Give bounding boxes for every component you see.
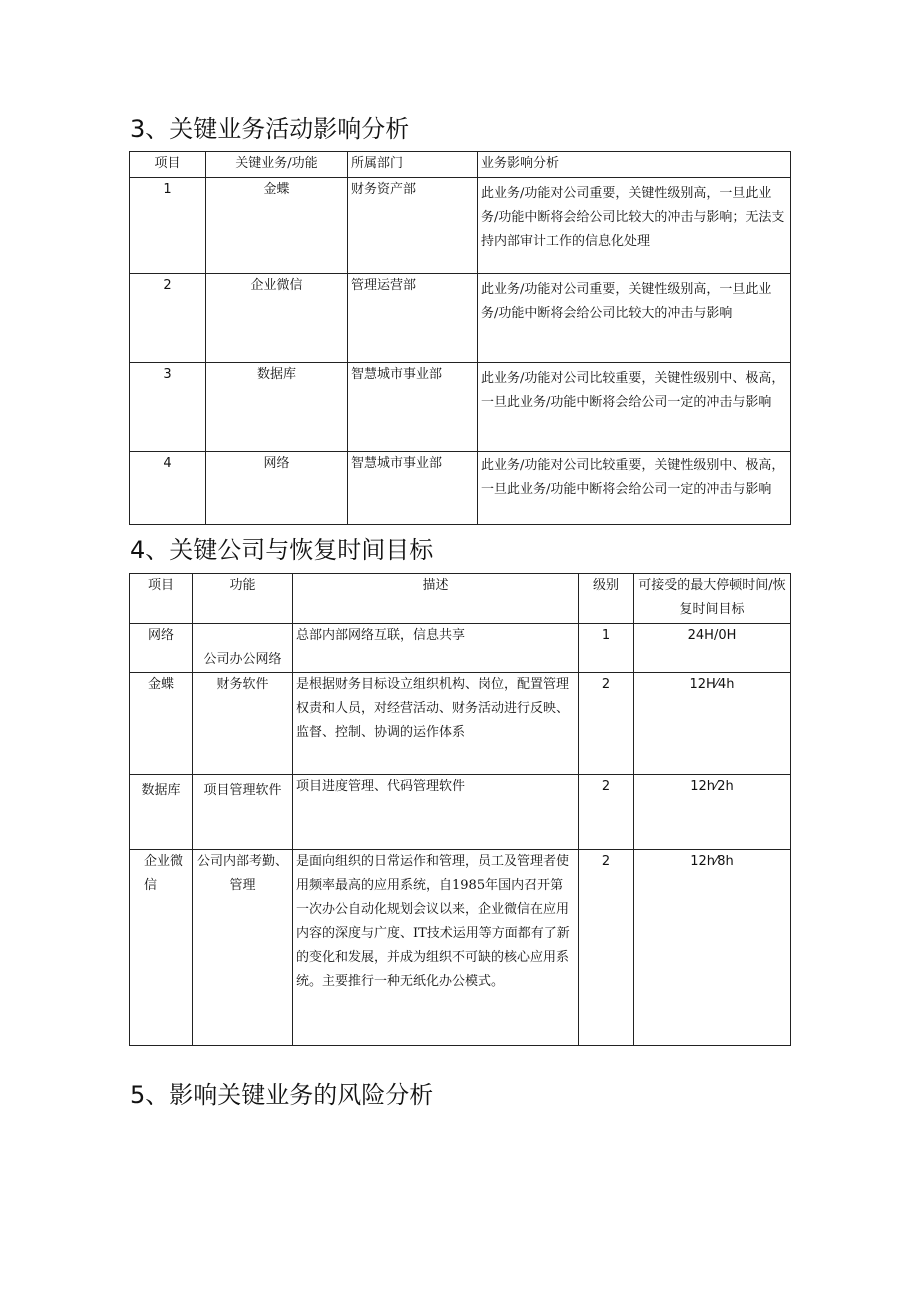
row-business: 企业微信 [206,274,348,363]
row-analysis: 此业务/功能对公司比较重要，关键性级别中、极高，一旦此业务/功能中断将会给公司一定的冲击与影响 [478,452,791,525]
row-func: 公司内部考勤、管理 [193,850,293,1046]
header-item: 项目 [130,574,193,624]
row-item: 数据库 [130,775,193,850]
row-analysis: 此业务/功能对公司重要，关键性级别高，一旦此业务/功能中断将会给公司比较大的冲击与影响；无法支持内部审计工作的信息化处理 [478,178,791,274]
row-business: 数据库 [206,363,348,452]
row-id: 1 [130,178,206,274]
section-4-heading: 4、关键公司与恢复时间目标 [130,536,434,564]
header-item: 项目 [130,152,206,178]
row-item: 企业微信 [130,850,193,1046]
header-business: 关键业务/功能 [206,152,348,178]
row-desc: 是根据财务目标设立组织机构、岗位，配置管理权责和人员，对经营活动、财务活动进行反映、监督、控制、协调的运作体系 [293,673,579,775]
table-row [130,673,791,775]
row-rto: 24H/0H [634,624,791,673]
header-rto: 可接受的最大停顿时间/恢复时间目标 [634,574,791,624]
row-analysis: 此业务/功能对公司重要，关键性级别高，一旦此业务/功能中断将会给公司比较大的冲击与影响 [478,274,791,363]
row-dept: 智慧城市事业部 [348,363,478,452]
business-impact-table [129,151,791,525]
row-id: 4 [130,452,206,525]
table-row [130,178,791,274]
rto-table [129,573,791,1046]
row-business: 金蝶 [206,178,348,274]
row-rto: 12h⁄2h [634,775,791,850]
row-dept: 智慧城市事业部 [348,452,478,525]
table-row [130,363,791,452]
row-level: 2 [579,850,634,1046]
header-func: 功能 [193,574,293,624]
row-level: 2 [579,775,634,850]
row-item: 网络 [130,624,193,673]
row-analysis: 此业务/功能对公司比较重要，关键性级别中、极高，一旦此业务/功能中断将会给公司一定的冲击与影响 [478,363,791,452]
section-3-heading: 3、关键业务活动影响分析 [130,115,410,143]
row-dept: 财务资产部 [348,178,478,274]
table-row [130,452,791,525]
section-5-heading: 5、影响关键业务的风险分析 [130,1081,434,1109]
row-desc: 总部内部网络互联，信息共享 [293,624,579,673]
table-header-row [130,574,791,624]
row-level: 1 [579,624,634,673]
row-rto: 12h⁄8h [634,850,791,1046]
row-id: 2 [130,274,206,363]
table-row [130,850,791,1046]
row-rto: 12H⁄4h [634,673,791,775]
table-row [130,274,791,363]
row-func: 项目管理软件 [193,775,293,850]
table-row [130,775,791,850]
table-header-row [130,152,791,178]
table-row [130,624,791,673]
header-desc: 描述 [293,574,579,624]
header-dept: 所属部门 [348,152,478,178]
row-desc: 是面向组织的日常运作和管理，员工及管理者使用频率最高的应用系统，自1985年国内召开第一次办公自动化规划会议以来，企业微信在应用内容的深度与广度、IT技术运用等方面都有了新的变化和发展，并成为组织不可缺的核心应用系统。主要推行一种无纸化办公模式。 [293,850,579,1046]
row-dept: 管理运营部 [348,274,478,363]
row-func: 公司办公网络 [193,624,293,673]
row-id: 3 [130,363,206,452]
header-analysis: 业务影响分析 [478,152,791,178]
row-item: 金蝶 [130,673,193,775]
row-func: 财务软件 [193,673,293,775]
row-desc: 项目进度管理、代码管理软件 [293,775,579,850]
header-level: 级别 [579,574,634,624]
row-business: 网络 [206,452,348,525]
row-level: 2 [579,673,634,775]
